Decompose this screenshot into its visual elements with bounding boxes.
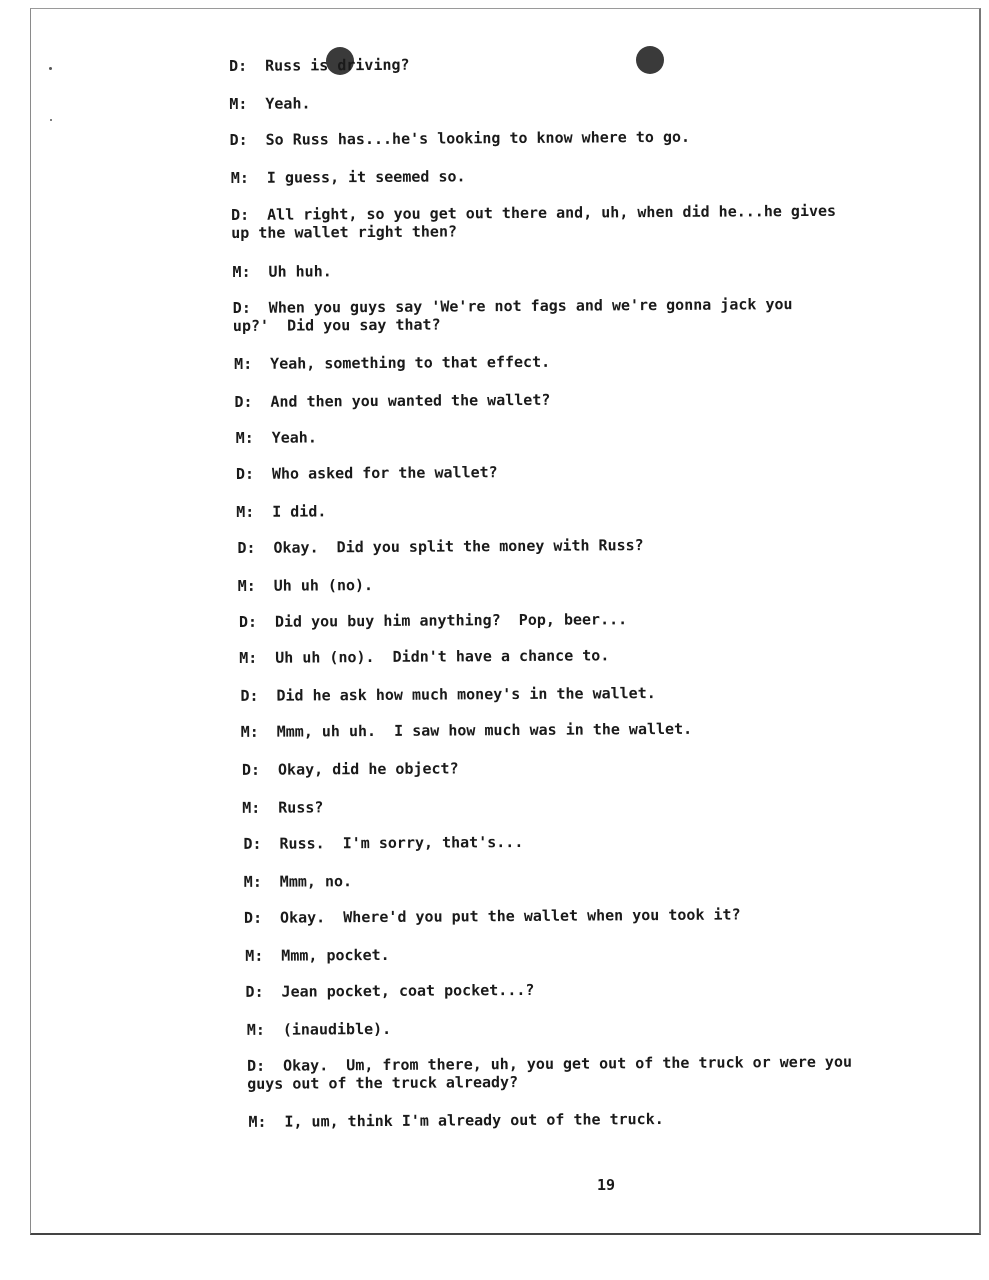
dialogue-entry [236, 498, 876, 520]
speaker-label: D: [229, 56, 248, 75]
speaker-label: M: [246, 1020, 265, 1039]
speaker-label: M: [240, 722, 259, 741]
speaker-label: M: [239, 648, 258, 667]
transcript-page [30, 8, 981, 1235]
dialogue-text: When you guys say 'We're not fags and we're gonna jack you [268, 295, 793, 317]
speaker-label: D: [234, 392, 253, 411]
speaker-label: D: [229, 130, 248, 149]
dialogue-text-continuation: up the wallet right then? [231, 222, 458, 242]
dialogue-text: Who asked for the wallet? [271, 463, 498, 483]
margin-speck-icon [50, 119, 52, 121]
dialogue-entry [248, 1108, 888, 1130]
dialogue-entry [229, 53, 869, 75]
speaker-label: D: [235, 464, 255, 483]
dialogue-text: Yeah, something to that effect. [270, 352, 551, 373]
dialogue-entry [236, 460, 876, 482]
dialogue-text-continuation: up?' Did you say that? [232, 315, 441, 335]
dialogue-text: Uh uh (no). [273, 576, 374, 595]
dialogue-entry [239, 644, 879, 666]
dialogue-text: All right, so you get out there and, uh, when did he...he gives [267, 201, 837, 224]
speaker-label: D: [231, 205, 250, 224]
dialogue-entry [229, 91, 869, 113]
speaker-label: D: [243, 834, 262, 853]
margin-speck-icon [49, 67, 52, 70]
speaker-label: D: [246, 1056, 266, 1075]
dialogue-text: Uh uh (no). Didn't have a chance to. [275, 646, 610, 667]
speaker-label: M: [235, 428, 254, 447]
dialogue-text: Did you buy him anything? Pop, beer... [274, 610, 628, 631]
speaker-label: D: [245, 982, 264, 1001]
dialogue-text: I guess, it seemed so. [266, 167, 466, 187]
dialogue-text: Okay. Um, from there, uh, you get out of the truck or were you [282, 1052, 853, 1075]
dialogue-text: Jean pocket, coat pocket...? [281, 980, 535, 1001]
dialogue-entry [241, 718, 881, 740]
transcript-body [229, 52, 874, 1131]
dialogue-text: (inaudible). [282, 1019, 392, 1039]
dialogue-entry [245, 978, 885, 1000]
dialogue-entry [242, 794, 882, 816]
speaker-label: M: [243, 872, 262, 891]
dialogue-entry [239, 608, 879, 630]
speaker-label: D: [238, 612, 258, 631]
speaker-label: D: [240, 686, 259, 705]
dialogue-text: Okay. Did you split the money with Russ? [273, 536, 644, 557]
dialogue-entry [240, 682, 880, 704]
speaker-label: D: [243, 908, 263, 927]
dialogue-text: Uh huh. [268, 262, 332, 281]
dialogue-text: Russ is driving? [264, 55, 410, 75]
speaker-label: M: [248, 1112, 267, 1131]
dialogue-entry [237, 534, 877, 556]
dialogue-text: And then you wanted the wallet? [270, 390, 551, 411]
speaker-label: M: [237, 576, 256, 595]
dialogue-entry [230, 127, 870, 149]
dialogue-entry [244, 868, 884, 890]
dialogue-entry [234, 389, 874, 411]
speaker-label: D: [237, 538, 256, 557]
dialogue-text: Okay, did he object? [277, 759, 459, 779]
speaker-label: M: [236, 502, 255, 521]
dialogue-text: I did. [272, 502, 327, 521]
dialogue-text: Yeah. [271, 428, 317, 447]
speaker-label: M: [232, 262, 251, 281]
page-number: 19 [596, 1176, 616, 1194]
speaker-label: D: [232, 298, 251, 317]
dialogue-text: I, um, think I'm already out of the truck. [284, 1109, 664, 1131]
speaker-label: M: [242, 798, 261, 817]
dialogue-text: Yeah. [265, 94, 311, 113]
dialogue-text: Mmm, no. [279, 872, 353, 891]
dialogue-text: So Russ has...he's looking to know where to go. [265, 127, 691, 149]
speaker-label: M: [230, 168, 249, 187]
dialogue-entry [233, 295, 873, 335]
dialogue-entry [234, 351, 874, 373]
speaker-label: M: [229, 94, 248, 113]
dialogue-entry [231, 202, 871, 242]
dialogue-text-continuation: guys out of the truck already? [247, 1073, 519, 1093]
dialogue-entry [247, 1052, 887, 1092]
dialogue-text: Russ? [278, 798, 324, 817]
dialogue-entry [231, 165, 871, 187]
dialogue-entry [247, 1016, 887, 1038]
dialogue-text: Did he ask how much money's in the wallet. [276, 684, 656, 705]
speaker-label: M: [245, 946, 264, 965]
dialogue-entry [238, 572, 878, 594]
dialogue-entry [243, 830, 883, 852]
speaker-label: D: [241, 760, 261, 779]
dialogue-text: Russ. I'm sorry, that's... [279, 832, 524, 853]
dialogue-text: Mmm, uh uh. I saw how much was in the wallet. [276, 719, 693, 741]
dialogue-text: Okay. Where'd you put the wallet when you took it? [279, 905, 741, 927]
speaker-label: M: [234, 354, 253, 373]
dialogue-text: Mmm, pocket. [281, 945, 390, 965]
dialogue-entry [232, 259, 872, 281]
dialogue-entry [236, 424, 876, 446]
dialogue-entry [245, 942, 885, 964]
dialogue-entry [242, 756, 882, 778]
dialogue-entry [244, 904, 884, 926]
